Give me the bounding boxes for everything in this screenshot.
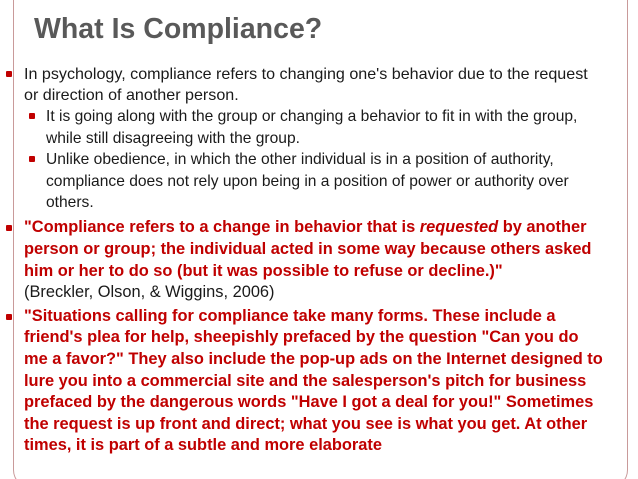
bullet-square-icon — [29, 156, 35, 162]
sub-bullet-obedience — [0, 149, 606, 213]
quote-definition-text — [24, 218, 591, 279]
bullet-square-icon — [6, 71, 12, 77]
slide-content — [0, 64, 638, 457]
sub-bullet-group — [0, 106, 606, 149]
bullet-definition-text: In psychology, compliance refers to changing one's behavior due to the request or direction of another person. — [24, 65, 588, 105]
quote-definition — [0, 217, 604, 303]
quote-part1: "Compliance refers to a change in behavior that is — [24, 218, 420, 237]
bullet-square-icon — [29, 113, 35, 119]
slide-title: What Is Compliance? — [34, 13, 323, 45]
bullet-square-icon — [6, 314, 12, 320]
quote-citation: (Breckler, Olson, & Wiggins, 2006) — [24, 283, 275, 302]
quote-emphasis: requested — [419, 218, 499, 237]
quote-part2: by another person or group; the individual acted in some way because others asked him or her to do so (but it was possible to refuse or decline.)" — [24, 218, 592, 280]
sub-bullet-obedience-text: Unlike obedience, in which the other individual is in a position of authority, compliance does not rely upon being in a position of power or authority over others. — [46, 151, 569, 212]
quote-situations — [0, 306, 604, 457]
bullet-definition — [0, 64, 604, 106]
sub-bullet-group-text: It is going along with the group or changing a behavior to fit in with the group, while still disagreeing with the group. — [46, 108, 578, 147]
quote-situations-text: "Situations calling for compliance take many forms. These include a friend's plea for help, sheepishly prefaced by the question "Can you do me a favor?" They also include the pop-up ads on the Internet designed to lure you into a commercial site and the salesperson's pitch for business prefaced by the dangerous words "Have I got a deal for you!" Sometimes the request is up front and direct; what you see is what you get. At other times, it is part of a subtle and more elaborate — [24, 306, 603, 455]
bullet-square-icon — [6, 225, 12, 231]
